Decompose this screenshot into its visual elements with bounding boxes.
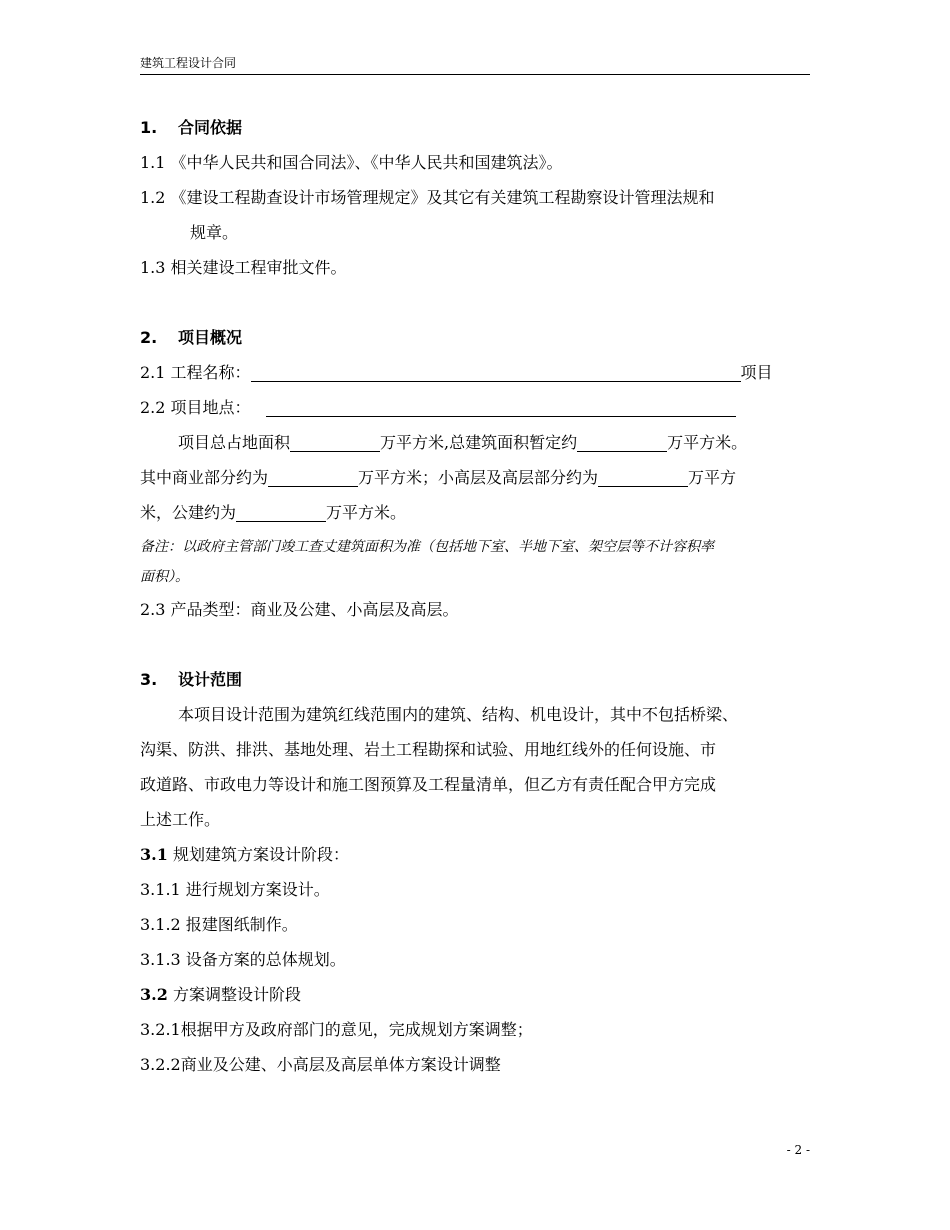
area-note-line-1: 备注：以政府主管部门竣工查丈建筑面积为准（包括地下室、半地下室、架空层等不计容积率 [140, 539, 714, 555]
area-text-unit-3: 万平方米。 [326, 503, 407, 522]
clause-3-1-1: 3.1.1 进行规划方案设计。 [140, 880, 330, 899]
section-2-title: 项目概况 [178, 328, 243, 347]
section-1-number: 1. [140, 118, 158, 137]
clause-2-2 [140, 390, 812, 425]
project-site-label: 2.2 项目地点： [140, 398, 251, 417]
scope-para-line-2: 沟渠、防洪、排洪、基地处理、岩土工程勘探和试验、用地红线外的任何设施、市 [140, 740, 717, 759]
area-line-2 [140, 460, 812, 495]
scope-para-line-4: 上述工作。 [140, 810, 221, 829]
clause-1-3: 1.3 相关建设工程审批文件。 [140, 258, 347, 277]
clause-1-2: 1.2 《建设工程勘查设计市场管理规定》及其它有关建筑工程勘察设计管理法规和 [140, 188, 715, 207]
area-text-total-building: 万平方米,总建筑面积暂定约 [380, 433, 578, 452]
project-site-blank[interactable] [266, 396, 736, 417]
area-line-3 [140, 495, 812, 530]
page-header [140, 52, 810, 75]
project-name-suffix: 项目 [740, 363, 773, 382]
clause-3-1-2: 3.1.2 报建图纸制作。 [140, 915, 298, 934]
area-line-1 [140, 425, 812, 460]
scope-para-line-1: 本项目设计范围为建筑红线范围内的建筑、结构、机电设计，其中不包括桥梁、 [178, 705, 739, 724]
commercial-area-blank[interactable] [268, 466, 358, 487]
section-3-title: 设计范围 [178, 670, 243, 689]
clause-1-2-cont: 规章。 [190, 223, 239, 242]
area-text-total-land: 项目总占地面积 [178, 433, 291, 452]
header-title: 建筑工程设计合同 [140, 56, 237, 70]
section-1-heading [140, 110, 812, 145]
section-3-heading [140, 662, 812, 697]
section-3-number: 3. [140, 670, 158, 689]
clause-2-3: 2.3 产品类型：商业及公建、小高层及高层。 [140, 600, 459, 619]
total-building-area-blank[interactable] [577, 431, 667, 452]
clause-3-1-3: 3.1.3 设备方案的总体规划。 [140, 950, 346, 969]
area-text-highrise: 万平方米；小高层及高层部分约为 [358, 468, 599, 487]
section-1-title: 合同依据 [178, 118, 243, 137]
area-text-unit-2: 万平方 [688, 468, 737, 487]
clause-3-1 [140, 837, 812, 872]
clause-3-1-text: 规划建筑方案设计阶段： [172, 845, 349, 864]
area-note-line-2: 面积）。 [140, 569, 189, 585]
total-land-area-blank[interactable] [290, 431, 380, 452]
public-area-blank[interactable] [236, 501, 326, 522]
clause-2-1 [140, 355, 812, 390]
area-text-commercial: 其中商业部分约为 [140, 468, 269, 487]
document-body [140, 110, 812, 1082]
clause-1-1: 1.1 《中华人民共和国合同法》、《中华人民共和国建筑法》。 [140, 153, 563, 172]
clause-3-2-number: 3.2 [140, 985, 168, 1004]
area-text-unit-1: 万平方米。 [667, 433, 748, 452]
area-text-public: 米，公建约为 [140, 503, 237, 522]
highrise-area-blank[interactable] [598, 466, 688, 487]
clause-3-2 [140, 977, 812, 1012]
area-note [140, 532, 812, 592]
clause-3-1-number: 3.1 [140, 845, 168, 864]
clause-3-2-2: 3.2.2商业及公建、小高层及高层单体方案设计调整 [140, 1055, 501, 1074]
project-name-blank[interactable] [251, 361, 741, 382]
clause-3-2-1: 3.2.1根据甲方及政府部门的意见，完成规划方案调整； [140, 1020, 533, 1039]
page-number: - 2 - [786, 1143, 810, 1157]
section-2-heading [140, 320, 812, 355]
clause-3-2-text: 方案调整设计阶段 [172, 985, 301, 1004]
section-2-number: 2. [140, 328, 158, 347]
project-name-label: 2.1 工程名称： [140, 363, 251, 382]
scope-para-line-3: 政道路、市政电力等设计和施工图预算及工程量清单，但乙方有责任配合甲方完成 [140, 775, 717, 794]
